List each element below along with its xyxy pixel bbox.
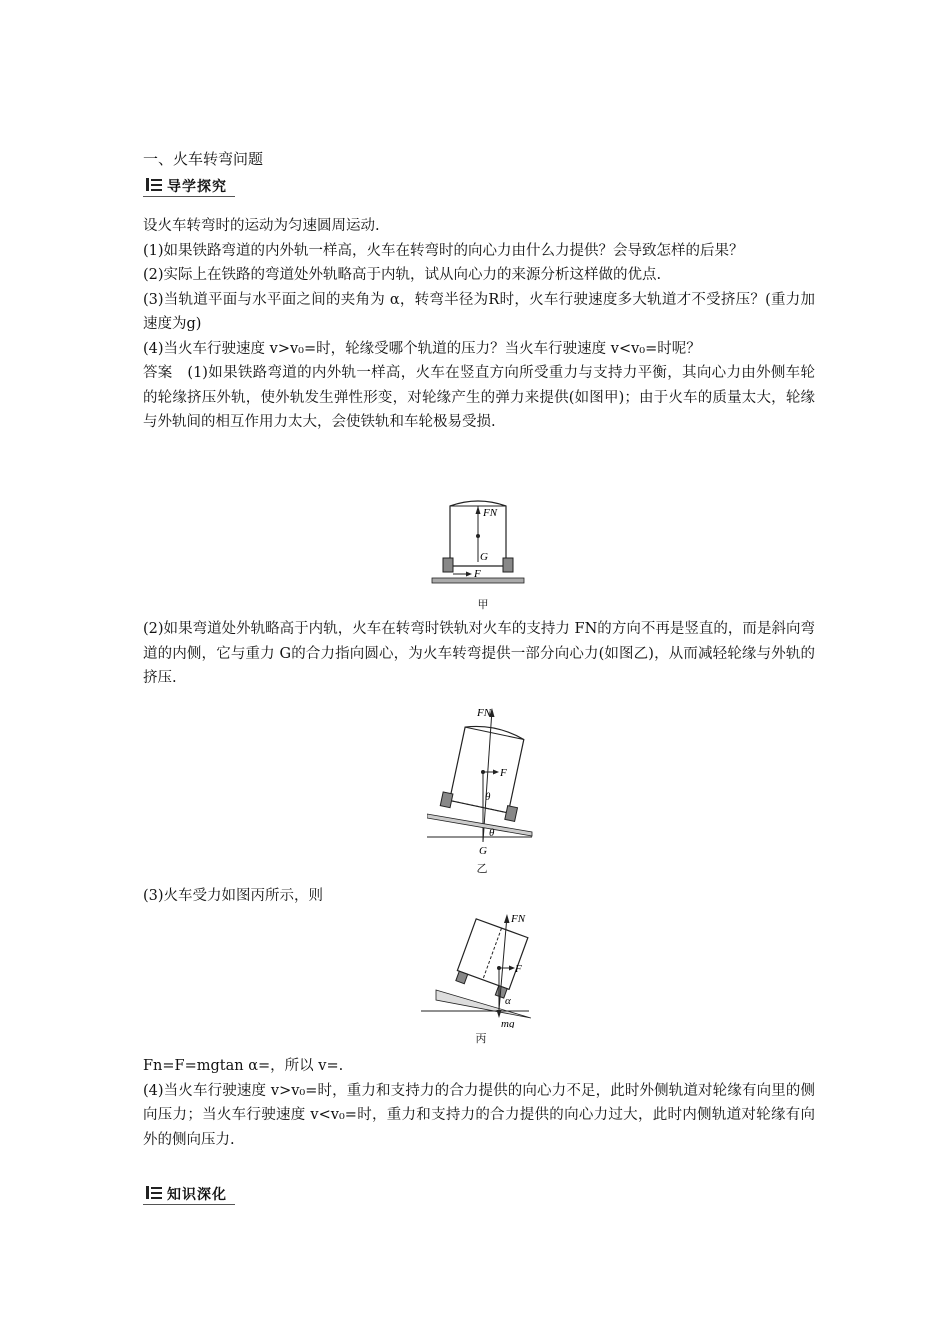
figure-jia xyxy=(428,494,538,611)
section-banner-knowledge-deepening xyxy=(143,1182,235,1205)
label-mg: mg xyxy=(501,1018,515,1028)
question-2: (2)实际上在铁路的弯道处外轨略高于内轨，试从向心力的来源分析这样做的优点. xyxy=(143,267,662,283)
figure-jia-diagram xyxy=(428,494,538,594)
figure-bing xyxy=(421,910,531,1045)
answer-4: (4)当火车行驶速度 v>v₀=时，重力和支持力的合力提供的向心力不足，此时外侧轨道对轮缘有向里的侧向压力；当火车行驶速度 v<v₀=时，重力和支持力的合力提供的向心力过大，此时内侧轨道对轮缘有向外的侧向压力. xyxy=(143,1082,815,1148)
list-icon xyxy=(146,1186,162,1199)
answer-3: (3)火车受力如图丙所示，则 xyxy=(143,888,324,904)
figure-jia-caption: 甲 xyxy=(477,598,489,611)
figure-yi xyxy=(427,702,537,875)
answer-2-block xyxy=(143,617,815,691)
figure-bing-caption: 丙 xyxy=(475,1032,487,1045)
answer-3-formula: Fn=F=mgtan α=，所以 v=. xyxy=(143,1058,344,1074)
label-g: G xyxy=(479,845,487,857)
question-1: (1)如果铁路弯道的内外轨一样高，火车在转弯时的向心力由什么力提供？会导致怎样的后果？ xyxy=(143,242,744,259)
label-alpha: α xyxy=(505,995,511,1007)
answer-3-block xyxy=(143,884,815,909)
section-title: 一、火车转弯问题 xyxy=(143,150,264,168)
label-g: G xyxy=(480,551,488,563)
banner-label: 知识深化 xyxy=(167,1187,227,1203)
answer-1: 答案 (1)如果铁路弯道的内外轨一样高，火车在竖直方向所受重力与支持力平衡，其向心力由外侧车轮的轮缘挤压外轨，使外轨发生弹性形变，对轮缘产生的弹力来提供(如图甲)；由于火车的质量太大，轮缘与外轨间的相互作用力太大，会使铁轨和车轮极易受损. xyxy=(143,365,815,430)
figure-yi-diagram xyxy=(427,702,537,860)
figure-yi-caption: 乙 xyxy=(476,862,488,875)
question-4: (4)当火车行驶速度 v>v₀=时，轮缘受哪个轨道的压力？当火车行驶速度 v<v₀=时呢？ xyxy=(143,340,701,357)
label-f: F xyxy=(515,963,522,975)
label-fn: FN xyxy=(477,707,492,719)
answer-3-4-block xyxy=(143,1054,815,1152)
section-banner-guided-inquiry xyxy=(143,174,235,197)
label-f: F xyxy=(474,568,481,580)
label-f: F xyxy=(500,767,507,779)
answer-2: (2)如果弯道处外轨略高于内轨，火车在转弯时铁轨对火车的支持力 FN的方向不再是竖直的，而是斜向弯道的内侧，它与重力 G的合力指向圆心，为火车转弯提供一部分向心力(如图乙)，从而减轻轮缘与外轨的挤压. xyxy=(143,621,815,686)
list-icon xyxy=(146,178,162,191)
question-block xyxy=(143,214,815,435)
figure-bing-diagram xyxy=(421,910,531,1028)
label-theta-top: θ xyxy=(485,791,491,803)
label-theta-bottom: θ xyxy=(489,827,495,839)
label-fn: FN xyxy=(483,507,498,519)
question-3: (3)当轨道平面与水平面之间的夹角为 α，转弯半径为R时，火车行驶速度多大轨道才不受挤压？(重力加速度为g) xyxy=(143,291,815,332)
banner-label: 导学探究 xyxy=(167,179,227,195)
intro-text: 设火车转弯时的运动为匀速圆周运动. xyxy=(143,218,380,234)
label-fn: FN xyxy=(511,913,526,925)
